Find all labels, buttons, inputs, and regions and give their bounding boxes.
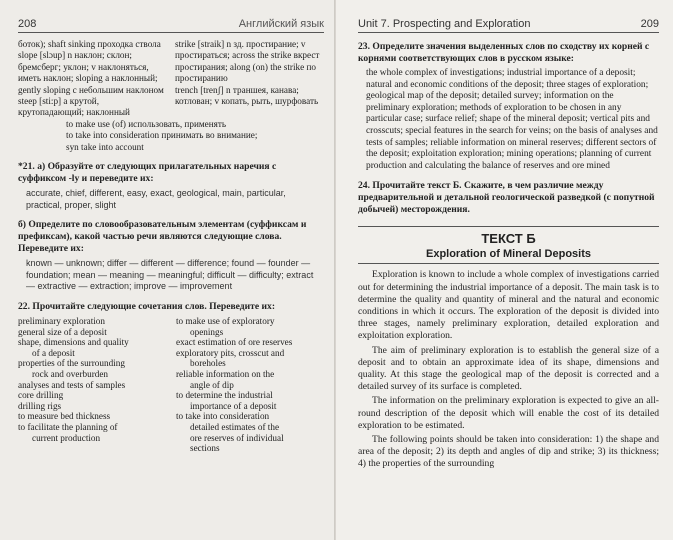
left-page <box>0 0 336 540</box>
right-page-number: 209 <box>640 18 659 30</box>
text-label: ТЕКСТ Б <box>358 226 659 246</box>
task-21-title: *21. а) Образуйте от следующих прилагательных наречия с суффиксом -ly и переведите их: <box>18 161 277 185</box>
phrase-item: rock and overburden <box>32 369 109 379</box>
vocab-right-column <box>175 39 324 119</box>
vocab-left-column <box>18 39 167 119</box>
vocab-entry: to make use (of) использовать, применять <box>66 118 227 129</box>
left-page-number: 208 <box>18 18 37 30</box>
phrase-item: to make use of exploratory <box>176 316 275 327</box>
phrase-item: preliminary exploration <box>18 316 105 327</box>
task-22-title: 22. Прочитайте следующие сочетания слов. Переведите их: <box>18 301 276 313</box>
phrase-item: analyses and tests of samples <box>18 379 126 390</box>
phrase-item: general size of a deposit <box>18 326 107 337</box>
phrase-column-left <box>18 316 166 454</box>
phrase-item: angle of dip <box>190 379 234 390</box>
phrase-item: importance of a deposit <box>190 400 277 411</box>
phrase-item: to facilitate the planning of <box>18 421 118 432</box>
vocab-entry: to take into consideration принимать во внимание; <box>66 130 258 141</box>
text-paragraph: The information on the preliminary exploration is expected to give an all-round description of the deposit which will enable the cost of its detailed exploration to be estimated. <box>358 395 659 431</box>
right-page <box>336 0 673 540</box>
phrase-item: to take into consideration <box>176 411 270 422</box>
task-23-title: 23. Определите значения выделенных слов по сходству их корней с корнями соответствующих слов в русском языке: <box>358 41 650 64</box>
text-paragraph: Exploration is known to include a whole complex of investigations carried out for determining the industrial importance of a deposit. The main task is to determine the quality and quantity of mineral and the natural and economic conditions in which it occurs. The exploration of the deposit is divided into three stages, namely preliminary exploration, detailed exploration and exploitation exploration. <box>358 269 659 342</box>
vocabulary-block <box>18 39 324 119</box>
right-page-header <box>358 18 659 33</box>
phrase-list <box>18 316 324 454</box>
text-paragraph: The aim of preliminary exploration is to establish the general size of a deposit and to obtain an approximate idea of its shape, dimensions and quality. At this stage the geological map of the deposit is corrected and a detailed survey of its surface is completed. <box>358 344 659 393</box>
phrase-item: drilling rigs <box>18 400 62 411</box>
vocab-entry: боток); shaft sinking проходка ствола <box>18 39 161 49</box>
vocab-entry: steep [sti:p] a крутой, крутопадающий; наклонный <box>18 96 130 118</box>
task-21-words: accurate, chief, different, easy, exact, geological, main, particular, practical, proper, slight <box>26 188 286 210</box>
task-24-title: 24. Прочитайте текст Б. Скажите, в чем различие между предварительной и детальной геологической разведкой (с попутной добычей) месторождения. <box>358 180 655 216</box>
right-header-title: Unit 7. Prospecting and Exploration <box>358 18 531 30</box>
phrase-item: exact estimation of ore reserves <box>176 337 293 348</box>
phrase-column-right <box>176 316 324 454</box>
phrase-item: core drilling <box>18 390 64 401</box>
vocab-entry: syn take into account <box>66 141 144 152</box>
phrase-item: of a deposit <box>32 347 75 358</box>
vocab-entry: slope [slɔup] n наклон; склон; бремсберг; уклон; v наклоняться, иметь наклон; sloping a наклонный; gently sloping с небольшим наклоном <box>18 50 164 95</box>
phrase-item: properties of the surrounding <box>18 358 125 369</box>
vocab-entry: strike [straik] n зд. простирание; v простираться; across the strike вкрест простирания; along (on) the strike по простиранию <box>175 39 320 84</box>
task-21b-words: known — unknown; differ — different — difference; found — founder — foundation; mean — meaning — meaningful; difficult — difficulty; extract — extractive — extraction; improve — improvement <box>26 258 314 292</box>
phrase-item: to measure bed thickness <box>18 411 111 422</box>
phrase-item: reliable information on the <box>176 369 275 379</box>
left-header-title: Английский язык <box>238 18 324 30</box>
phrase-item: detailed estimates of the <box>190 421 280 432</box>
vocab-entry: trench [trenʃ] n траншея, канава; котлован; v копать, рыть, шурфовать <box>175 84 319 107</box>
phrase-item: to determine the industrial <box>176 390 273 401</box>
task-21b-title: б) Определите по словообразовательным элементам (суффиксам и префиксам), какой частью речи являются следующие слова. Переведите их: <box>18 219 307 255</box>
phrase-item: shape, dimensions and quality <box>18 337 129 348</box>
phrase-item: ore reserves of individual <box>190 432 284 443</box>
phrase-item: exploratory pits, crosscut and <box>176 347 285 358</box>
task-23-text: the whole complex of investigations; industrial importance of a deposit; natural and economic conditions of the deposit; three stages of exploration; geological map of the deposit; detailed survey; information on the preliminary exploration; methods of exploration to be chosen in any particular case; surface relief; shape of the mineral deposit; vertical pits and crosscuts; special features in the search for veins; on the basis of analyses and tests of samples; reliable information on mineral reserves; different sectors of the deposit; exploitation exploration; mining operations; planning of current production and calculating the balance of reserves and ore mined <box>366 68 658 171</box>
phrase-item: sections <box>190 443 220 454</box>
left-page-header <box>18 18 324 33</box>
text-paragraph: The following points should be taken into consideration: 1) the shape and area of the deposit; 2) its depth and angles of dip and strike; 3) its thickness; 4) the properties of the surrounding <box>358 433 659 470</box>
phrase-item: openings <box>190 326 224 337</box>
phrase-item: current production <box>32 432 101 443</box>
text-title: Exploration of Mineral Deposits <box>358 248 659 264</box>
phrase-item: boreholes <box>190 358 226 369</box>
